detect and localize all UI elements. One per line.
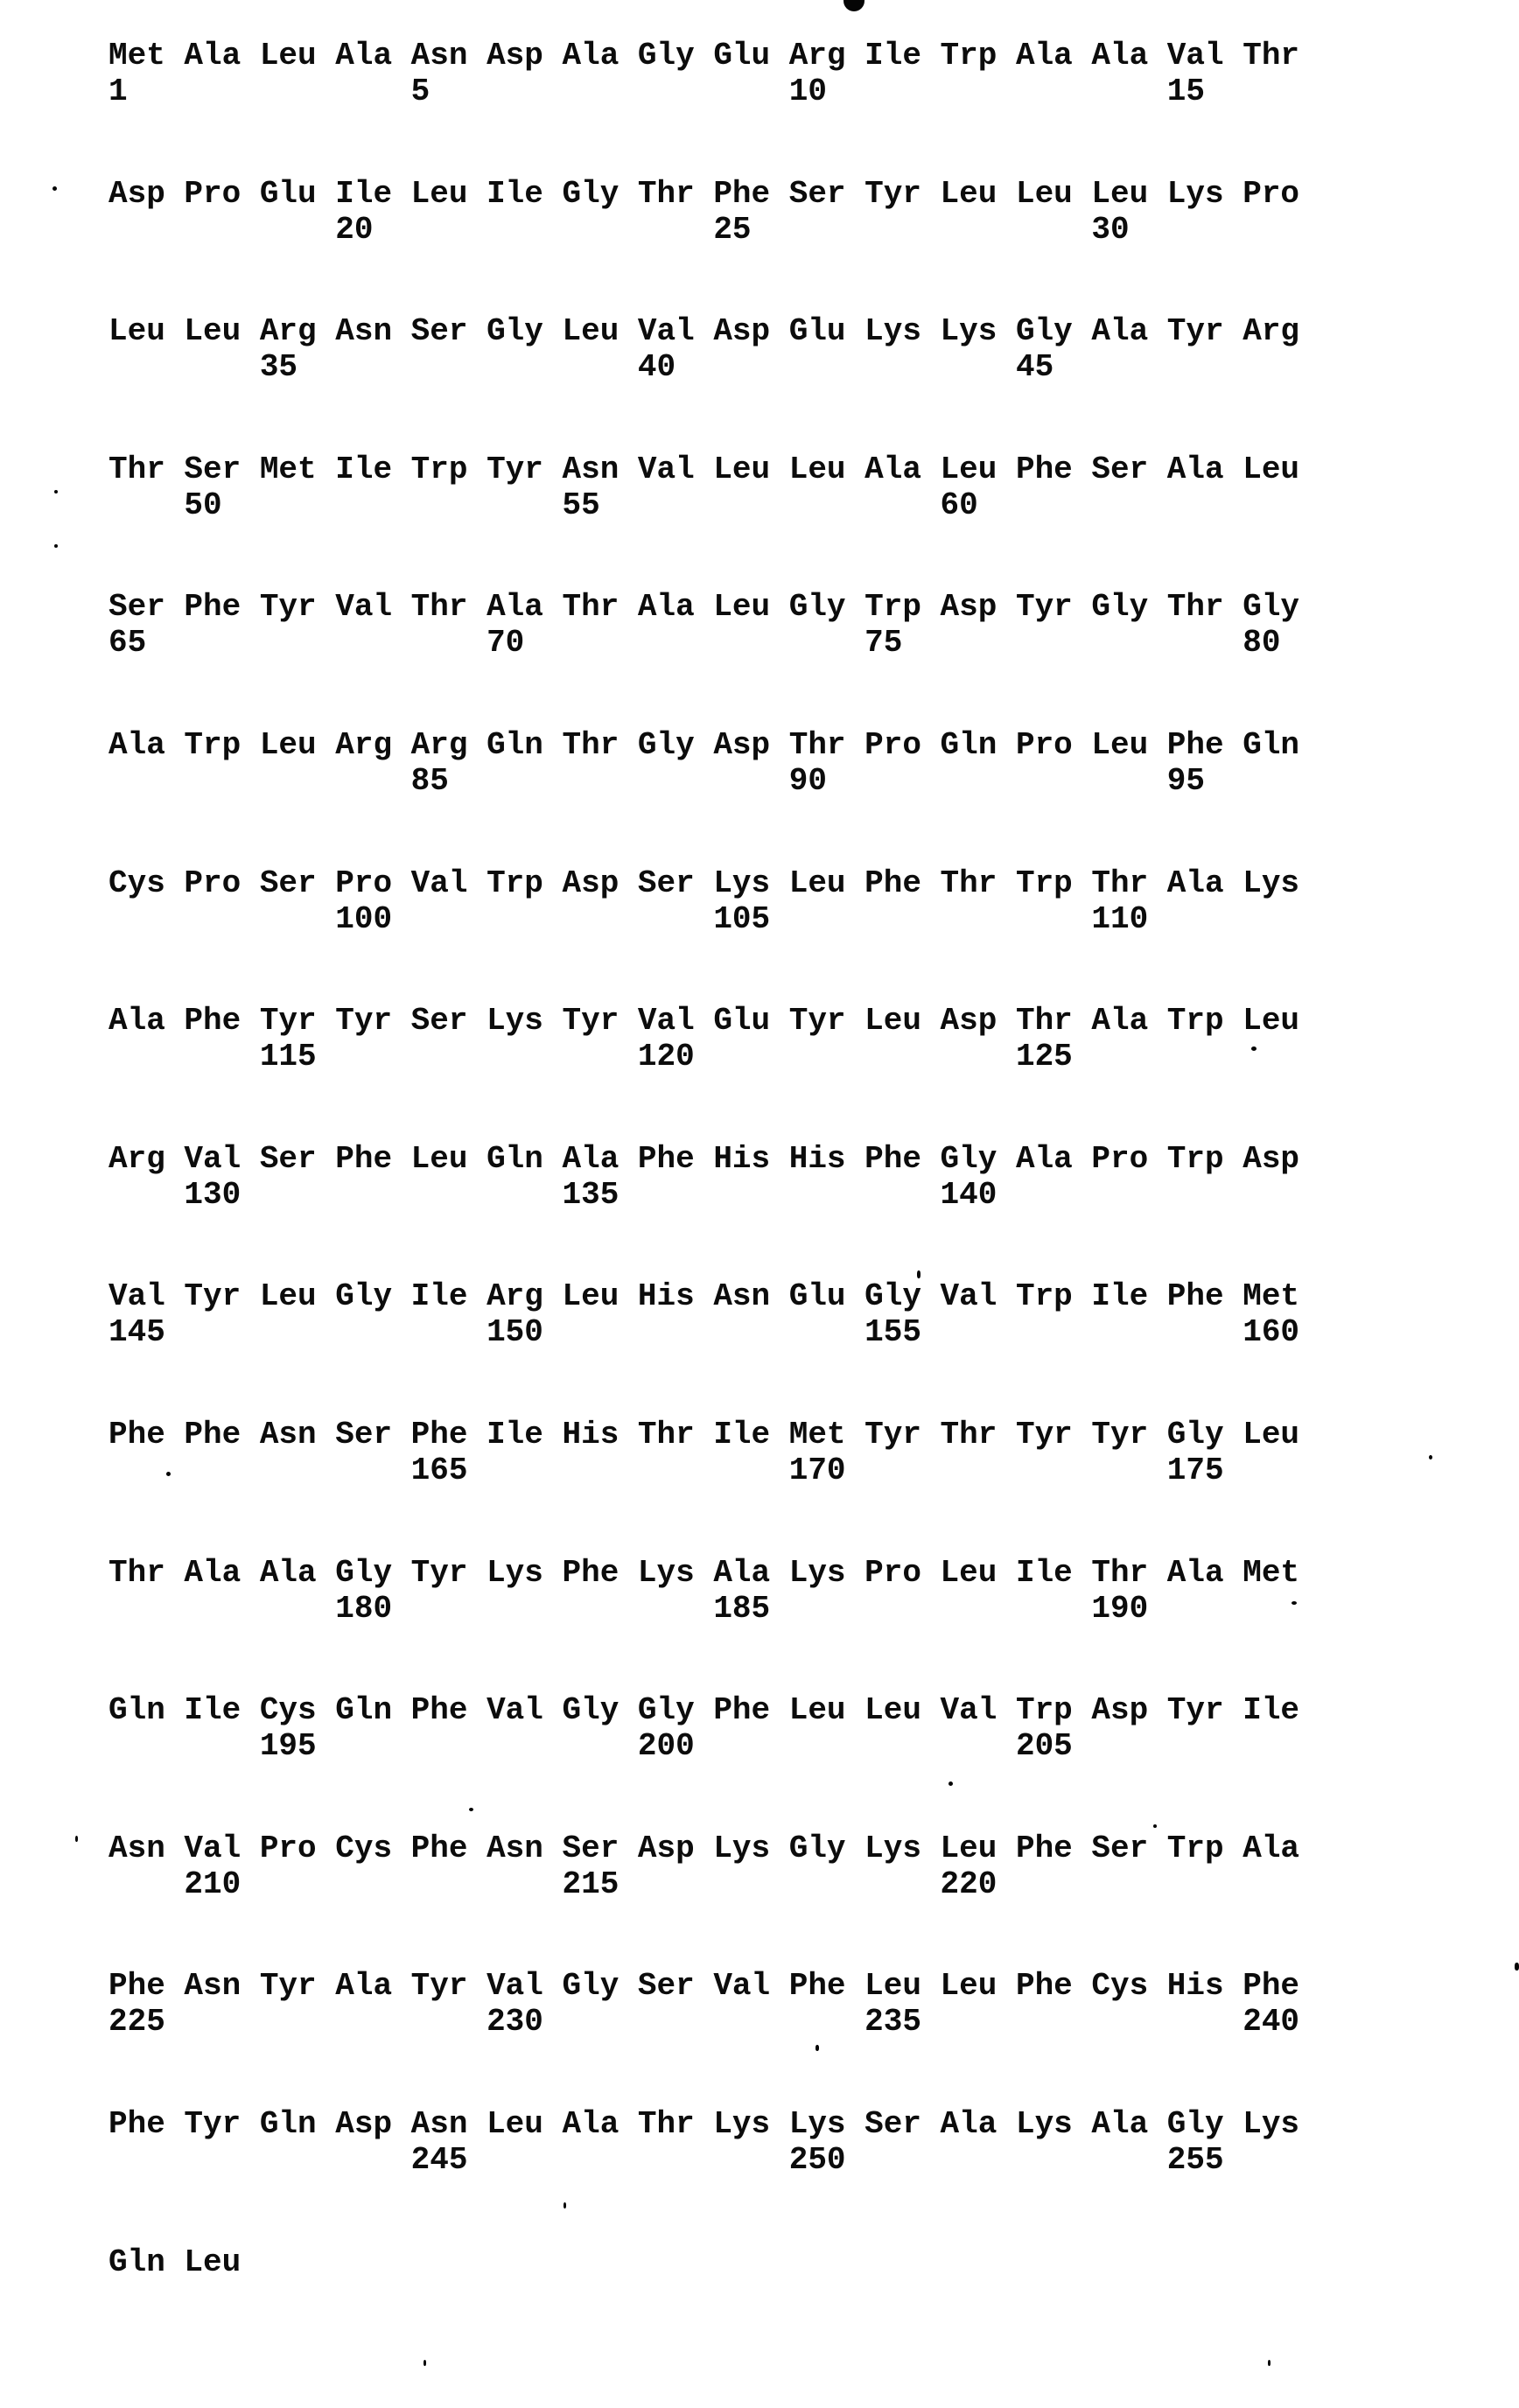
sequence-block (108, 38, 1299, 176)
residue-number-line: 20 25 30 (108, 211, 1130, 248)
residue-number-line: 245 250 255 (108, 2141, 1224, 2178)
sequence-block (108, 1141, 1299, 1279)
residue-line: Cys Pro Ser Pro Val Trp Asp Ser Lys Leu Phe Thr Trp Thr Ala Lys (108, 864, 1300, 901)
scan-artifact-dot (1515, 1963, 1519, 1970)
residue-line: Gln Ile Cys Gln Phe Val Gly Gly Phe Leu Leu Val Trp Asp Tyr Ile (108, 1692, 1300, 1729)
sequence-block (108, 452, 1299, 590)
residue-number-line: 65 70 75 80 (108, 625, 1281, 662)
residue-line: Leu Leu Arg Asn Ser Gly Leu Val Asp Glu Lys Lys Gly Ala Tyr Arg (108, 313, 1300, 350)
residue-line: Gln Leu (108, 2244, 242, 2280)
sequence-block (108, 1003, 1299, 1141)
sequence-block (108, 2244, 1299, 2383)
sequence-block (108, 1555, 1299, 1693)
sequence-block (108, 865, 1299, 1004)
residue-number-line: 180 185 190 (108, 1590, 1149, 1627)
sequence-block (108, 1968, 1299, 2106)
residue-line: Asp Pro Glu Ile Leu Ile Gly Thr Phe Ser Tyr Leu Leu Leu Lys Pro (108, 175, 1300, 212)
scan-artifact-dot (75, 1836, 78, 1842)
residue-number-line: 195 200 205 (108, 1728, 1073, 1765)
sequence-block (108, 727, 1299, 865)
residue-line: Arg Val Ser Phe Leu Gln Ala Phe His His Phe Gly Ala Pro Trp Asp (108, 1140, 1300, 1177)
sequence-block (108, 589, 1299, 727)
residue-line: Met Ala Leu Ala Asn Asp Ala Gly Glu Arg Ile Trp Ala Ala Val Thr (108, 38, 1300, 74)
residue-number-line: 210 215 220 (108, 1866, 998, 1902)
residue-number-line: 130 135 140 (108, 1176, 998, 1213)
sequence-block (108, 176, 1299, 314)
residue-number-line: 145 150 155 160 (108, 1314, 1300, 1351)
sequence-block (108, 2106, 1299, 2244)
residue-number-line: 100 105 110 (108, 900, 1149, 937)
residue-number-line: 85 90 95 (108, 762, 1206, 799)
sequence-block (108, 1830, 1299, 1969)
scan-artifact-dot (52, 186, 57, 191)
residue-line: Val Tyr Leu Gly Ile Arg Leu His Asn Glu Gly Val Trp Ile Phe Met (108, 1278, 1300, 1315)
sequence-block (108, 1692, 1299, 1830)
scan-artifact-dot (54, 490, 58, 494)
residue-line: Ala Trp Leu Arg Arg Gln Thr Gly Asp Thr Pro Gln Pro Leu Phe Gln (108, 726, 1300, 763)
residue-number-line: 225 230 235 240 (108, 2004, 1300, 2040)
residue-number-line: 1 5 10 15 (108, 74, 1206, 109)
scan-artifact-dot (54, 544, 58, 548)
sequence-block (108, 1278, 1299, 1417)
residue-number-line (108, 2280, 1299, 2316)
residue-number-line: 165 170 175 (108, 1452, 1224, 1488)
residue-line: Thr Ala Ala Gly Tyr Lys Phe Lys Ala Lys Pro Leu Ile Thr Ala Met (108, 1554, 1300, 1591)
residue-line: Ser Phe Tyr Val Thr Ala Thr Ala Leu Gly Trp Asp Tyr Gly Thr Gly (108, 589, 1300, 626)
residue-line: Asn Val Pro Cys Phe Asn Ser Asp Lys Gly Lys Leu Phe Ser Trp Ala (108, 1830, 1300, 1866)
residue-line: Thr Ser Met Ile Trp Tyr Asn Val Leu Leu Ala Leu Phe Ser Ala Leu (108, 451, 1300, 487)
residue-line: Phe Tyr Gln Asp Asn Leu Ala Thr Lys Lys Ser Ala Lys Ala Gly Lys (108, 2105, 1300, 2142)
residue-line: Phe Phe Asn Ser Phe Ile His Thr Ile Met Tyr Thr Tyr Tyr Gly Leu (108, 1416, 1300, 1452)
residue-line: Ala Phe Tyr Tyr Ser Lys Tyr Val Glu Tyr Leu Asp Thr Ala Trp Leu (108, 1003, 1300, 1040)
residue-number-line: 50 55 60 (108, 486, 978, 523)
sequence-block (108, 313, 1299, 452)
sequence-block (108, 1417, 1299, 1555)
scan-artifact-dot (844, 0, 864, 11)
protein-sequence-listing (108, 38, 1299, 2382)
residue-number-line: 115 120 125 (108, 1039, 1073, 1075)
residue-line: Phe Asn Tyr Ala Tyr Val Gly Ser Val Phe Leu Leu Phe Cys His Phe (108, 1968, 1300, 2005)
residue-number-line: 35 40 45 (108, 349, 1054, 386)
scan-artifact-dot (1429, 1455, 1432, 1460)
